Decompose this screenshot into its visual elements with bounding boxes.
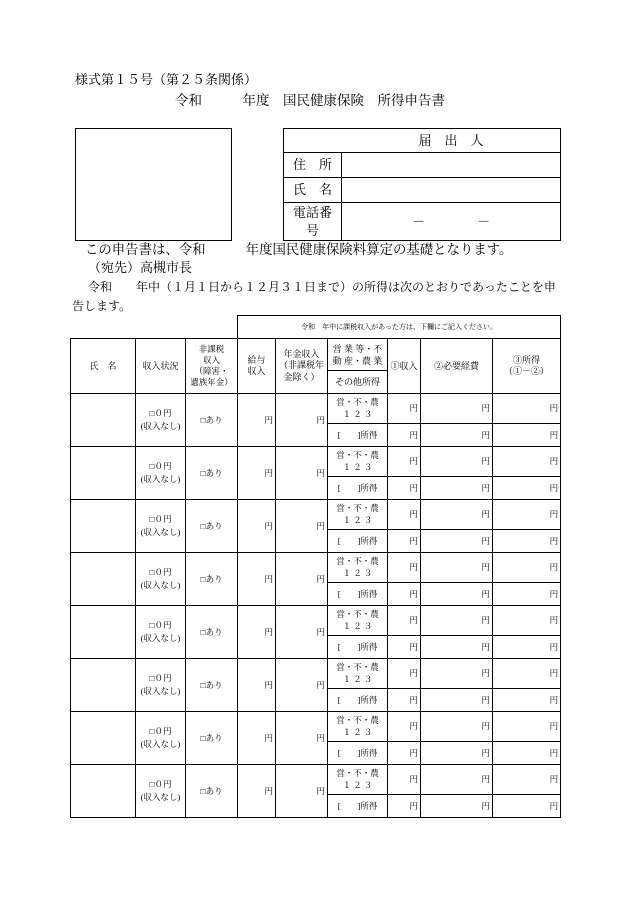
header-pension-line-3: 金除く） [283,371,320,382]
income-status-cell [136,712,186,765]
nontaxable-income-option: □あり [186,447,238,500]
business-expenses-yen-unit: 円 [421,659,493,689]
nontaxable-income-option: □あり [186,659,238,712]
business-expenses-yen-unit: 円 [421,447,493,477]
header-business-line-1: 営 業 等・不 [332,343,383,354]
other-revenue-yen-unit: 円 [388,583,421,606]
taxpayer-name-cell [71,659,136,712]
pension-income-yen-unit: 円 [276,447,328,500]
phone-label [284,203,342,241]
other-income-yen-unit: 円 [493,795,561,818]
table-instruction: 令和 年中に課税収入があった方は、下欄にご記入ください。 [238,316,561,339]
other-revenue-yen-unit: 円 [388,636,421,659]
header-salary-line-1: 給与 [247,355,266,365]
other-income-category: [ ]所得 [328,689,388,712]
salary-income-yen-unit: 円 [238,553,276,606]
pension-income-yen-unit: 円 [276,659,328,712]
name-field [342,178,561,203]
header-income-line-2: （①－②） [504,366,550,376]
business-income-yen-unit: 円 [493,500,561,530]
business-category-codes: １ ２ ３ [342,673,373,684]
business-revenue-yen-unit: 円 [388,712,421,742]
income-row [71,712,561,742]
business-expenses-yen-unit: 円 [421,606,493,636]
business-category-options: 営・不・農 [336,609,379,619]
header-pension-income [276,339,328,394]
income-status-cell [136,500,186,553]
business-income-category [328,606,388,636]
header-income [493,339,561,394]
income-row [71,447,561,477]
income-row [71,659,561,689]
business-income-category [328,712,388,742]
name-label: 氏 名 [284,178,342,203]
income-status-cell [136,606,186,659]
salary-income-yen-unit: 円 [238,500,276,553]
taxpayer-name-cell [71,394,136,447]
other-income-category: [ ]所得 [328,636,388,659]
other-income-yen-unit: 円 [493,424,561,447]
income-status-cell [136,394,186,447]
no-income-option: □０円 [149,726,172,736]
business-category-options: 営・不・農 [336,450,379,460]
business-income-yen-unit: 円 [493,659,561,689]
income-row [71,394,561,424]
other-income-yen-unit: 円 [493,636,561,659]
business-revenue-yen-unit: 円 [388,553,421,583]
header-nontaxable-line-1: 非課税 [198,344,225,354]
header-business-line-2: 動 産・農 業 [332,355,383,366]
other-expenses-yen-unit: 円 [421,689,493,712]
no-income-note: (収入なし) [140,686,181,696]
header-other-income: その他所得 [328,371,388,394]
other-expenses-yen-unit: 円 [421,795,493,818]
no-income-note: (収入なし) [140,739,181,749]
table-spacer [71,316,238,339]
business-category-options: 営・不・農 [336,503,379,513]
business-income-category [328,659,388,689]
income-row [71,553,561,583]
income-table [70,315,561,818]
no-income-note: (収入なし) [140,633,181,643]
taxpayer-name-cell [71,765,136,818]
income-status-cell [136,765,186,818]
other-income-yen-unit: 円 [493,742,561,765]
pension-income-yen-unit: 円 [276,712,328,765]
header-nontaxable-income [186,339,238,394]
business-income-yen-unit: 円 [493,712,561,742]
phone-field: － － [342,203,561,241]
header-nontaxable-line-3: （障害・ [194,366,229,376]
business-income-category [328,447,388,477]
header-business-income [328,339,388,371]
addressee: （宛先）高槻市長 [88,260,193,275]
no-income-note: (収入なし) [140,527,181,537]
no-income-option: □０円 [149,620,172,630]
header-pension-line-2: （非課税年 [279,360,325,371]
nontaxable-income-option: □あり [186,500,238,553]
other-income-category: [ ]所得 [328,530,388,553]
taxpayer-name-cell [71,553,136,606]
business-income-yen-unit: 円 [493,447,561,477]
business-revenue-yen-unit: 円 [388,606,421,636]
salary-income-yen-unit: 円 [238,765,276,818]
applicant-header: 届 出 人 [284,129,561,153]
business-category-codes: １ ２ ３ [342,726,373,737]
header-salary-income [238,339,276,394]
no-income-note: (収入なし) [140,474,181,484]
income-status-cell [136,447,186,500]
business-expenses-yen-unit: 円 [421,394,493,424]
business-revenue-yen-unit: 円 [388,765,421,795]
pension-income-yen-unit: 円 [276,500,328,553]
other-expenses-yen-unit: 円 [421,583,493,606]
other-revenue-yen-unit: 円 [388,795,421,818]
business-category-codes: １ ２ ３ [342,620,373,631]
nontaxable-income-option: □あり [186,712,238,765]
business-category-options: 営・不・農 [336,768,379,778]
business-expenses-yen-unit: 円 [421,500,493,530]
business-revenue-yen-unit: 円 [388,394,421,424]
other-income-yen-unit: 円 [493,583,561,606]
header-name: 氏 名 [71,339,136,394]
no-income-option: □０円 [149,408,172,418]
no-income-note: (収入なし) [140,792,181,802]
other-revenue-yen-unit: 円 [388,689,421,712]
business-expenses-yen-unit: 円 [421,765,493,795]
salary-income-yen-unit: 円 [238,606,276,659]
other-income-category: [ ]所得 [328,477,388,500]
nontaxable-income-option: □あり [186,765,238,818]
other-income-yen-unit: 円 [493,477,561,500]
header-expenses: ②必要経費 [421,339,493,394]
pension-income-yen-unit: 円 [276,553,328,606]
other-expenses-yen-unit: 円 [421,530,493,553]
income-status-cell [136,553,186,606]
form-title: 令和 年度 国民健康保険 所得申告書 [175,93,445,108]
other-income-category: [ ]所得 [328,742,388,765]
business-income-category [328,500,388,530]
no-income-note: (収入なし) [140,580,181,590]
blank-box [75,128,232,241]
salary-income-yen-unit: 円 [238,659,276,712]
no-income-option: □０円 [149,673,172,683]
pension-income-yen-unit: 円 [276,394,328,447]
notice-text: この申告書は、令和 年度国民健康保険料算定の基礎となります。 [85,242,513,257]
business-category-codes: １ ２ ３ [342,461,373,472]
business-expenses-yen-unit: 円 [421,712,493,742]
nontaxable-income-option: □あり [186,553,238,606]
header-revenue: ①収入 [388,339,421,394]
business-category-codes: １ ２ ３ [342,408,373,419]
address-field [342,153,561,178]
business-income-yen-unit: 円 [493,606,561,636]
nontaxable-income-option: □あり [186,394,238,447]
business-income-yen-unit: 円 [493,765,561,795]
other-income-category: [ ]所得 [328,795,388,818]
business-revenue-yen-unit: 円 [388,447,421,477]
business-income-yen-unit: 円 [493,394,561,424]
income-row [71,765,561,795]
other-expenses-yen-unit: 円 [421,477,493,500]
business-income-yen-unit: 円 [493,553,561,583]
header-salary-line-2: 収入 [247,366,266,376]
applicant-table [283,128,561,241]
other-revenue-yen-unit: 円 [388,477,421,500]
business-category-codes: １ ２ ３ [342,514,373,525]
business-category-codes: １ ２ ３ [342,779,373,790]
business-income-category [328,394,388,424]
other-income-category: [ ]所得 [328,583,388,606]
other-revenue-yen-unit: 円 [388,424,421,447]
header-income-line-1: ③所得 [513,355,541,365]
business-income-category [328,765,388,795]
business-revenue-yen-unit: 円 [388,659,421,689]
taxpayer-name-cell [71,500,136,553]
business-revenue-yen-unit: 円 [388,500,421,530]
income-status-cell [136,659,186,712]
income-row [71,500,561,530]
business-category-options: 営・不・農 [336,397,379,407]
other-income-yen-unit: 円 [493,689,561,712]
salary-income-yen-unit: 円 [238,447,276,500]
pension-income-yen-unit: 円 [276,606,328,659]
income-row [71,606,561,636]
header-nontaxable-line-4: 遺族年金） [190,377,233,387]
taxpayer-name-cell [71,712,136,765]
nontaxable-income-option: □あり [186,606,238,659]
no-income-option: □０円 [149,514,172,524]
other-income-category: [ ]所得 [328,424,388,447]
header-income-status: 収入状況 [136,339,186,394]
no-income-option: □０円 [149,461,172,471]
pension-income-yen-unit: 円 [276,765,328,818]
phone-label-line-1: 電話番 [292,204,332,220]
business-category-options: 営・不・農 [336,556,379,566]
other-expenses-yen-unit: 円 [421,424,493,447]
business-expenses-yen-unit: 円 [421,553,493,583]
phone-label-line-2: 号 [305,222,319,238]
business-category-options: 営・不・農 [336,715,379,725]
other-income-yen-unit: 円 [493,530,561,553]
salary-income-yen-unit: 円 [238,712,276,765]
address-label: 住 所 [284,153,342,178]
form-number: 様式第１５号（第２５条関係） [75,72,258,87]
other-expenses-yen-unit: 円 [421,742,493,765]
taxpayer-name-cell [71,606,136,659]
other-revenue-yen-unit: 円 [388,742,421,765]
salary-income-yen-unit: 円 [238,394,276,447]
other-revenue-yen-unit: 円 [388,530,421,553]
header-pension-line-1: 年金収入 [283,348,320,359]
business-category-codes: １ ２ ３ [342,567,373,578]
header-nontaxable-line-2: 収入 [203,355,221,365]
declaration-line-1: 令和 年中（１月１日から１２月３１日まで）の所得は次のとおりであったことを申 [88,280,556,294]
declaration-line-2: 告します。 [72,299,132,313]
business-category-options: 営・不・農 [336,662,379,672]
business-income-category [328,553,388,583]
no-income-option: □０円 [149,567,172,577]
no-income-option: □０円 [149,779,172,789]
other-expenses-yen-unit: 円 [421,636,493,659]
no-income-note: (収入なし) [140,421,181,431]
taxpayer-name-cell [71,447,136,500]
